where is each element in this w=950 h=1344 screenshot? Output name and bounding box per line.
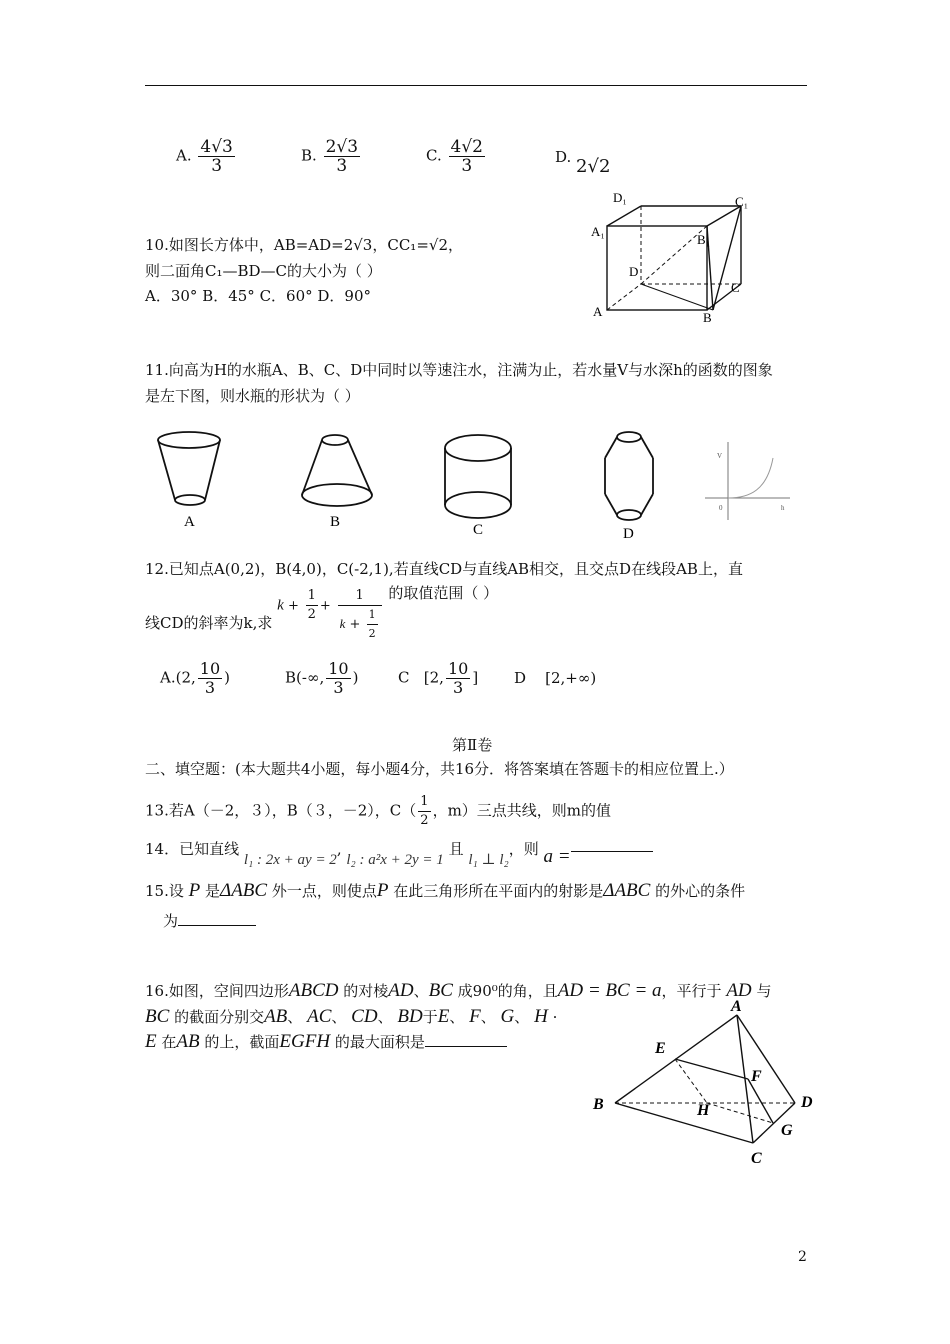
- q10-line2: 则二面角C₁—BD—C的大小为（ ）: [145, 262, 382, 280]
- q15-line1: 15.设 P 是ΔABC 外一点，则使点P 在此三角形所在平面内的射影是ΔABC 的外心的条件: [145, 880, 746, 901]
- label-a1: A₁: [591, 224, 605, 239]
- q12-option-b: B(-∞, $\frac{10}{3}$ ): [285, 659, 359, 697]
- label-tet-d: D: [801, 1094, 813, 1111]
- page-number: 2: [798, 1249, 807, 1265]
- label-tet-g: G: [781, 1122, 793, 1139]
- label-d: D: [629, 264, 639, 279]
- q12-line1: 12.已知点A(0,2)，B(4,0)，C(-2,1),若直线CD与直线AB相交，且交点D在线段AB上，直: [145, 560, 743, 578]
- v-h-graph: [705, 442, 790, 520]
- q11-line2: 是左下图，则水瓶的形状为（ ）: [145, 387, 360, 405]
- q9-option-a: A. $\frac{4√3}{3}$: [176, 137, 233, 176]
- label-b1: B₁: [697, 232, 711, 247]
- bottle-a: [158, 432, 220, 505]
- cuboid-figure: [585, 188, 755, 324]
- label-c1: C₁: [735, 194, 749, 209]
- label-bottle-c: C: [473, 522, 484, 538]
- bottle-b: [302, 435, 372, 506]
- section-title: 第Ⅱ卷: [452, 736, 493, 754]
- label-c: C: [731, 280, 740, 295]
- label-d1: D₁: [613, 190, 627, 205]
- label-tet-c: C: [751, 1150, 762, 1167]
- q16-line3: E 在AB 的上，截面EGFH 的最大面积是: [145, 1031, 507, 1053]
- q10-options: A．30° B．45° C．60° D．90°: [145, 287, 372, 305]
- tetrahedron-figure: [585, 995, 825, 1170]
- bottle-d: [605, 432, 653, 520]
- label-tet-a: A: [731, 998, 742, 1015]
- svg-text:0: 0: [719, 504, 723, 512]
- label-tet-b: B: [593, 1096, 604, 1113]
- q12-option-c: C [2, $\frac{10}{3}$ ]: [398, 659, 479, 697]
- q13: 13.若A（－2，３），B（３，－2），C（ $\frac{1}{2}$ ，m）三点共线，则m的值: [145, 794, 612, 828]
- q9-option-c: C. $\frac{4√2}{3}$: [426, 137, 483, 176]
- svg-text:h: h: [781, 504, 785, 512]
- q9-option-b: B. $\frac{2√3}{3}$: [301, 137, 359, 176]
- q14: 14．已知直线 l₁ : 2x + ay = 2, l₂ : a²x + 2y = 1 且 l₁ ⊥ l₂，则 a =: [145, 838, 653, 860]
- label-a: A: [593, 304, 603, 319]
- q12-option-a: A.(2, $\frac{10}{3}$ ): [160, 659, 230, 697]
- q12-line2: 线CD的斜率为k,求 k + $\frac{1}{2}$ + 1 k + $\frac{1}{2}$ 的取值范围（ ）: [145, 583, 499, 640]
- q10-line1: 10.如图长方体中，AB=AD=2√3，CC₁=√2，: [145, 236, 463, 254]
- q12-option-d: D [2,+∞): [514, 669, 597, 687]
- label-tet-e: E: [655, 1040, 666, 1057]
- svg-text:V: V: [717, 452, 723, 460]
- label-tet-f: F: [751, 1068, 762, 1085]
- label-bottle-a: A: [184, 514, 195, 530]
- q16-line2: BC 的截面分别交AB、 AC、 CD、 BD于E、 F、 G、 H ·: [145, 1006, 558, 1027]
- label-b: B: [703, 310, 712, 324]
- label-bottle-d: D: [623, 526, 634, 542]
- label-bottle-b: B: [330, 514, 341, 530]
- q9-option-d: D. 2√2: [555, 148, 611, 177]
- section-heading: 二、填空题：(本大题共4小题，每小题4分，共16分．将答案填在答题卡的相应位置上.）: [145, 760, 734, 778]
- q15-line2: 为: [163, 910, 256, 931]
- bottles-figure: [145, 420, 810, 550]
- label-tet-h: H: [697, 1102, 710, 1119]
- bottle-c: [445, 435, 511, 518]
- q16-line1: 16.如图，空间四边形ABCD 的对棱AD、BC 成90⁰的角，且AD = BC = a，平行于 AD 与: [145, 980, 772, 1001]
- header-rule: [145, 85, 807, 86]
- q11-line1: 11.向高为H的水瓶A、B、C、D中同时以等速注水，注满为止，若水量V与水深h的函数的图象: [145, 361, 773, 379]
